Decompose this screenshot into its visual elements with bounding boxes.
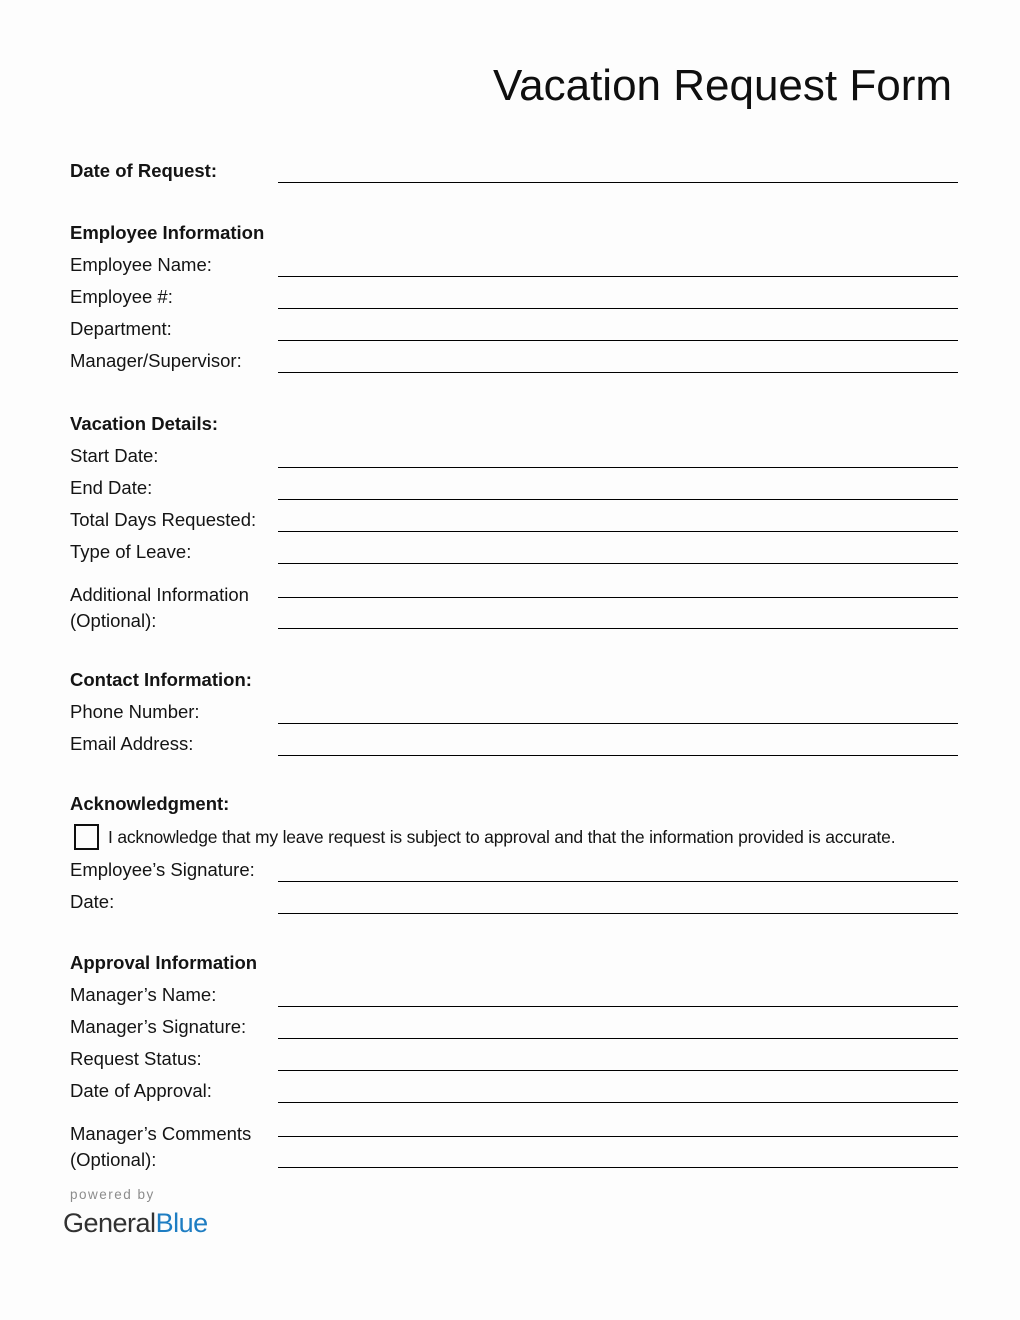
manager-comments-input-line-1[interactable] xyxy=(278,1118,958,1137)
brand-blue: Blue xyxy=(155,1208,208,1238)
section-heading-acknowledgment: Acknowledgment: xyxy=(70,793,230,814)
powered-by-text: powered by xyxy=(70,1187,155,1202)
general-blue-logo[interactable] xyxy=(63,1206,208,1240)
field-row-employee-number xyxy=(70,281,958,313)
field-row-start-date xyxy=(70,440,958,472)
field-row-type-of-leave xyxy=(70,536,958,568)
phone-number-label: Phone Number: xyxy=(70,701,200,722)
field-row-employee-name xyxy=(70,249,958,281)
manager-comments-label xyxy=(70,1118,278,1178)
email-address-input-line[interactable] xyxy=(278,728,958,756)
phone-number-input-line[interactable] xyxy=(278,696,958,724)
field-row-additional-information xyxy=(70,579,958,639)
end-date-input-line[interactable] xyxy=(278,472,958,500)
additional-information-label xyxy=(70,579,278,639)
manager-signature-label: Manager’s Signature: xyxy=(70,1016,247,1037)
manager-comments-label-line2: (Optional): xyxy=(70,1149,157,1170)
section-heading-employee-information: Employee Information xyxy=(70,222,265,243)
additional-information-input-line-2[interactable] xyxy=(278,598,958,629)
form-title: Vacation Request Form xyxy=(493,61,952,110)
acknowledgment-date-input-line[interactable] xyxy=(278,886,958,914)
section-heading-vacation-details: Vacation Details: xyxy=(70,413,219,434)
field-row-total-days-requested xyxy=(70,504,958,536)
field-row-acknowledgment-date xyxy=(70,886,958,918)
date-of-approval-input-line[interactable] xyxy=(278,1075,958,1103)
field-row-date-of-approval xyxy=(70,1075,958,1107)
email-address-label: Email Address: xyxy=(70,733,194,754)
manager-supervisor-input-line[interactable] xyxy=(278,345,958,373)
acknowledgment-checkbox[interactable] xyxy=(74,824,99,850)
field-row-manager-supervisor xyxy=(70,345,958,377)
field-row-manager-signature xyxy=(70,1011,958,1043)
start-date-input-line[interactable] xyxy=(278,440,958,468)
total-days-requested-label: Total Days Requested: xyxy=(70,509,257,530)
field-row-manager-name xyxy=(70,979,958,1011)
field-row-email-address xyxy=(70,728,958,760)
additional-information-input-line-1[interactable] xyxy=(278,579,958,598)
additional-information-label-line2: (Optional): xyxy=(70,610,157,631)
date-of-approval-label: Date of Approval: xyxy=(70,1080,212,1101)
acknowledgment-date-label: Date: xyxy=(70,891,115,912)
request-status-input-line[interactable] xyxy=(278,1043,958,1071)
employee-name-input-line[interactable] xyxy=(278,249,958,277)
field-row-date-of-request xyxy=(70,155,958,187)
manager-comments-input-line-2[interactable] xyxy=(278,1137,958,1168)
manager-name-input-line[interactable] xyxy=(278,979,958,1007)
manager-name-label: Manager’s Name: xyxy=(70,984,217,1005)
request-status-label: Request Status: xyxy=(70,1048,202,1069)
manager-supervisor-label: Manager/Supervisor: xyxy=(70,350,242,371)
field-row-phone-number xyxy=(70,696,958,728)
manager-comments-input-lines xyxy=(278,1118,958,1178)
field-row-request-status xyxy=(70,1043,958,1075)
department-input-line[interactable] xyxy=(278,313,958,341)
additional-information-label-line1: Additional Information xyxy=(70,584,249,605)
additional-information-input-lines xyxy=(278,579,958,639)
manager-comments-label-line1: Manager’s Comments xyxy=(70,1123,252,1144)
type-of-leave-input-line[interactable] xyxy=(278,536,958,564)
footer xyxy=(63,1186,958,1240)
date-of-request-label: Date of Request: xyxy=(70,160,217,181)
section-heading-approval-information: Approval Information xyxy=(70,952,258,973)
field-row-employee-signature xyxy=(70,854,958,886)
acknowledgment-statement: I acknowledge that my leave request is subject to approval and that the information provided is accurate. xyxy=(108,826,896,847)
manager-signature-input-line[interactable] xyxy=(278,1011,958,1039)
acknowledgment-row xyxy=(70,820,958,854)
employee-number-label: Employee #: xyxy=(70,286,173,307)
field-row-end-date xyxy=(70,472,958,504)
employee-signature-input-line[interactable] xyxy=(278,854,958,882)
field-row-manager-comments xyxy=(70,1118,958,1178)
end-date-label: End Date: xyxy=(70,477,153,498)
type-of-leave-label: Type of Leave: xyxy=(70,541,192,562)
employee-number-input-line[interactable] xyxy=(278,281,958,309)
start-date-label: Start Date: xyxy=(70,445,159,466)
total-days-requested-input-line[interactable] xyxy=(278,504,958,532)
brand-general: General xyxy=(63,1208,156,1238)
department-label: Department: xyxy=(70,318,172,339)
section-heading-contact-information: Contact Information: xyxy=(70,669,252,690)
employee-signature-label: Employee’s Signature: xyxy=(70,859,255,880)
employee-name-label: Employee Name: xyxy=(70,254,212,275)
date-of-request-input-line[interactable] xyxy=(278,155,958,183)
field-row-department xyxy=(70,313,958,345)
